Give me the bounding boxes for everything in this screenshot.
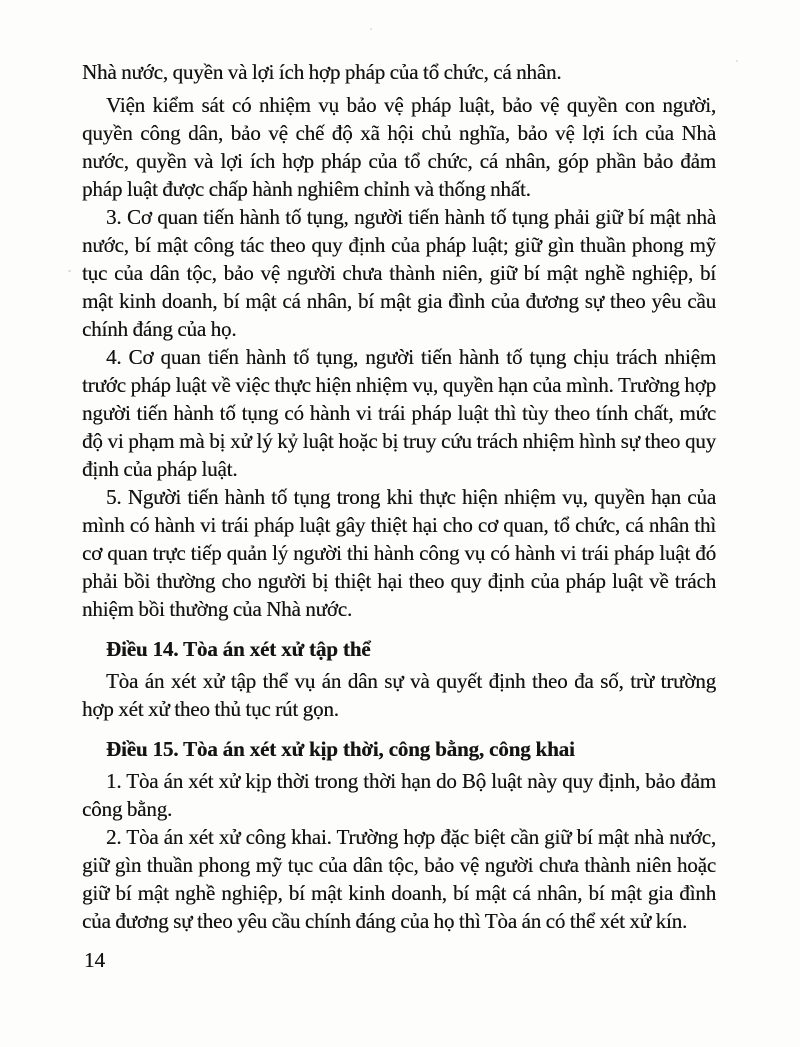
heading-article-14: Điều 14. Tòa án xét xử tập thể — [106, 637, 371, 661]
paragraph-clause-5: 5. Người tiến hành tố tụng trong khi thực hiện nhiệm vụ, quyền hạn của mình có hành vi trái pháp luật gây thiệt hại cho cơ quan, tổ chức, cá nhân thì cơ quan trực tiếp quản lý người thi hành công vụ có hành vi trái pháp luật đó phải bồi thường cho người bị thiệt hại theo quy định của pháp luật về trách nhiệm bồi thường của Nhà nước. — [82, 485, 716, 621]
page-text-block — [82, 58, 716, 935]
paragraph-clause-3: 3. Cơ quan tiến hành tố tụng, người tiến hành tố tụng phải giữ bí mật nhà nước, bí mật công tác theo quy định của pháp luật; giữ gìn thuần phong mỹ tục của dân tộc, bảo vệ người chưa thành niên, giữ bí mật nghề nghiệp, bí mật kinh doanh, bí mật cá nhân, bí mật gia đình của đương sự theo yêu cầu chính đáng của họ. — [82, 205, 716, 341]
paragraph-clause-4: 4. Cơ quan tiến hành tố tụng, người tiến hành tố tụng chịu trách nhiệm trước pháp luật về việc thực hiện nhiệm vụ, quyền hạn của mình. Trường hợp người tiến hành tố tụng có hành vi trái pháp luật thì tùy theo tính chất, mức độ vi phạm mà bị xử lý kỷ luật hoặc bị truy cứu trách nhiệm hình sự theo quy định của pháp luật. — [82, 345, 716, 481]
scan-artifact — [736, 60, 738, 62]
paragraph-article-14-body: Tòa án xét xử tập thể vụ án dân sự và quyết định theo đa số, trừ trường hợp xét xử theo thủ tục rút gọn. — [82, 669, 716, 721]
heading-article-15: Điều 15. Tòa án xét xử kịp thời, công bằng, công khai — [106, 737, 575, 761]
scan-artifact — [370, 28, 372, 30]
paragraph-continuation: Nhà nước, quyền và lợi ích hợp pháp của tổ chức, cá nhân. — [82, 60, 562, 84]
scan-artifact — [68, 270, 71, 272]
paragraph-article-15-clause-1: 1. Tòa án xét xử kịp thời trong thời hạn do Bộ luật này quy định, bảo đảm công bằng. — [82, 769, 716, 821]
page-number: 14 — [84, 948, 105, 972]
paragraph-vien-kiem-sat: Viện kiểm sát có nhiệm vụ bảo vệ pháp luật, bảo vệ quyền con người, quyền công dân, bảo vệ chế độ xã hội chủ nghĩa, bảo vệ lợi ích của Nhà nước, quyền và lợi ích hợp pháp của tổ chức, cá nhân, góp phần bảo đảm pháp luật được chấp hành nghiêm chỉnh và thống nhất. — [82, 93, 716, 201]
paragraph-article-15-clause-2: 2. Tòa án xét xử công khai. Trường hợp đặc biệt cần giữ bí mật nhà nước, giữ gìn thuần phong mỹ tục của dân tộc, bảo vệ người chưa thành niên hoặc giữ bí mật nghề nghiệp, bí mật kinh doanh, bí mật cá nhân, bí mật gia đình của đương sự theo yêu cầu chính đáng của họ thì Tòa án có thể xét xử kín. — [82, 825, 716, 933]
